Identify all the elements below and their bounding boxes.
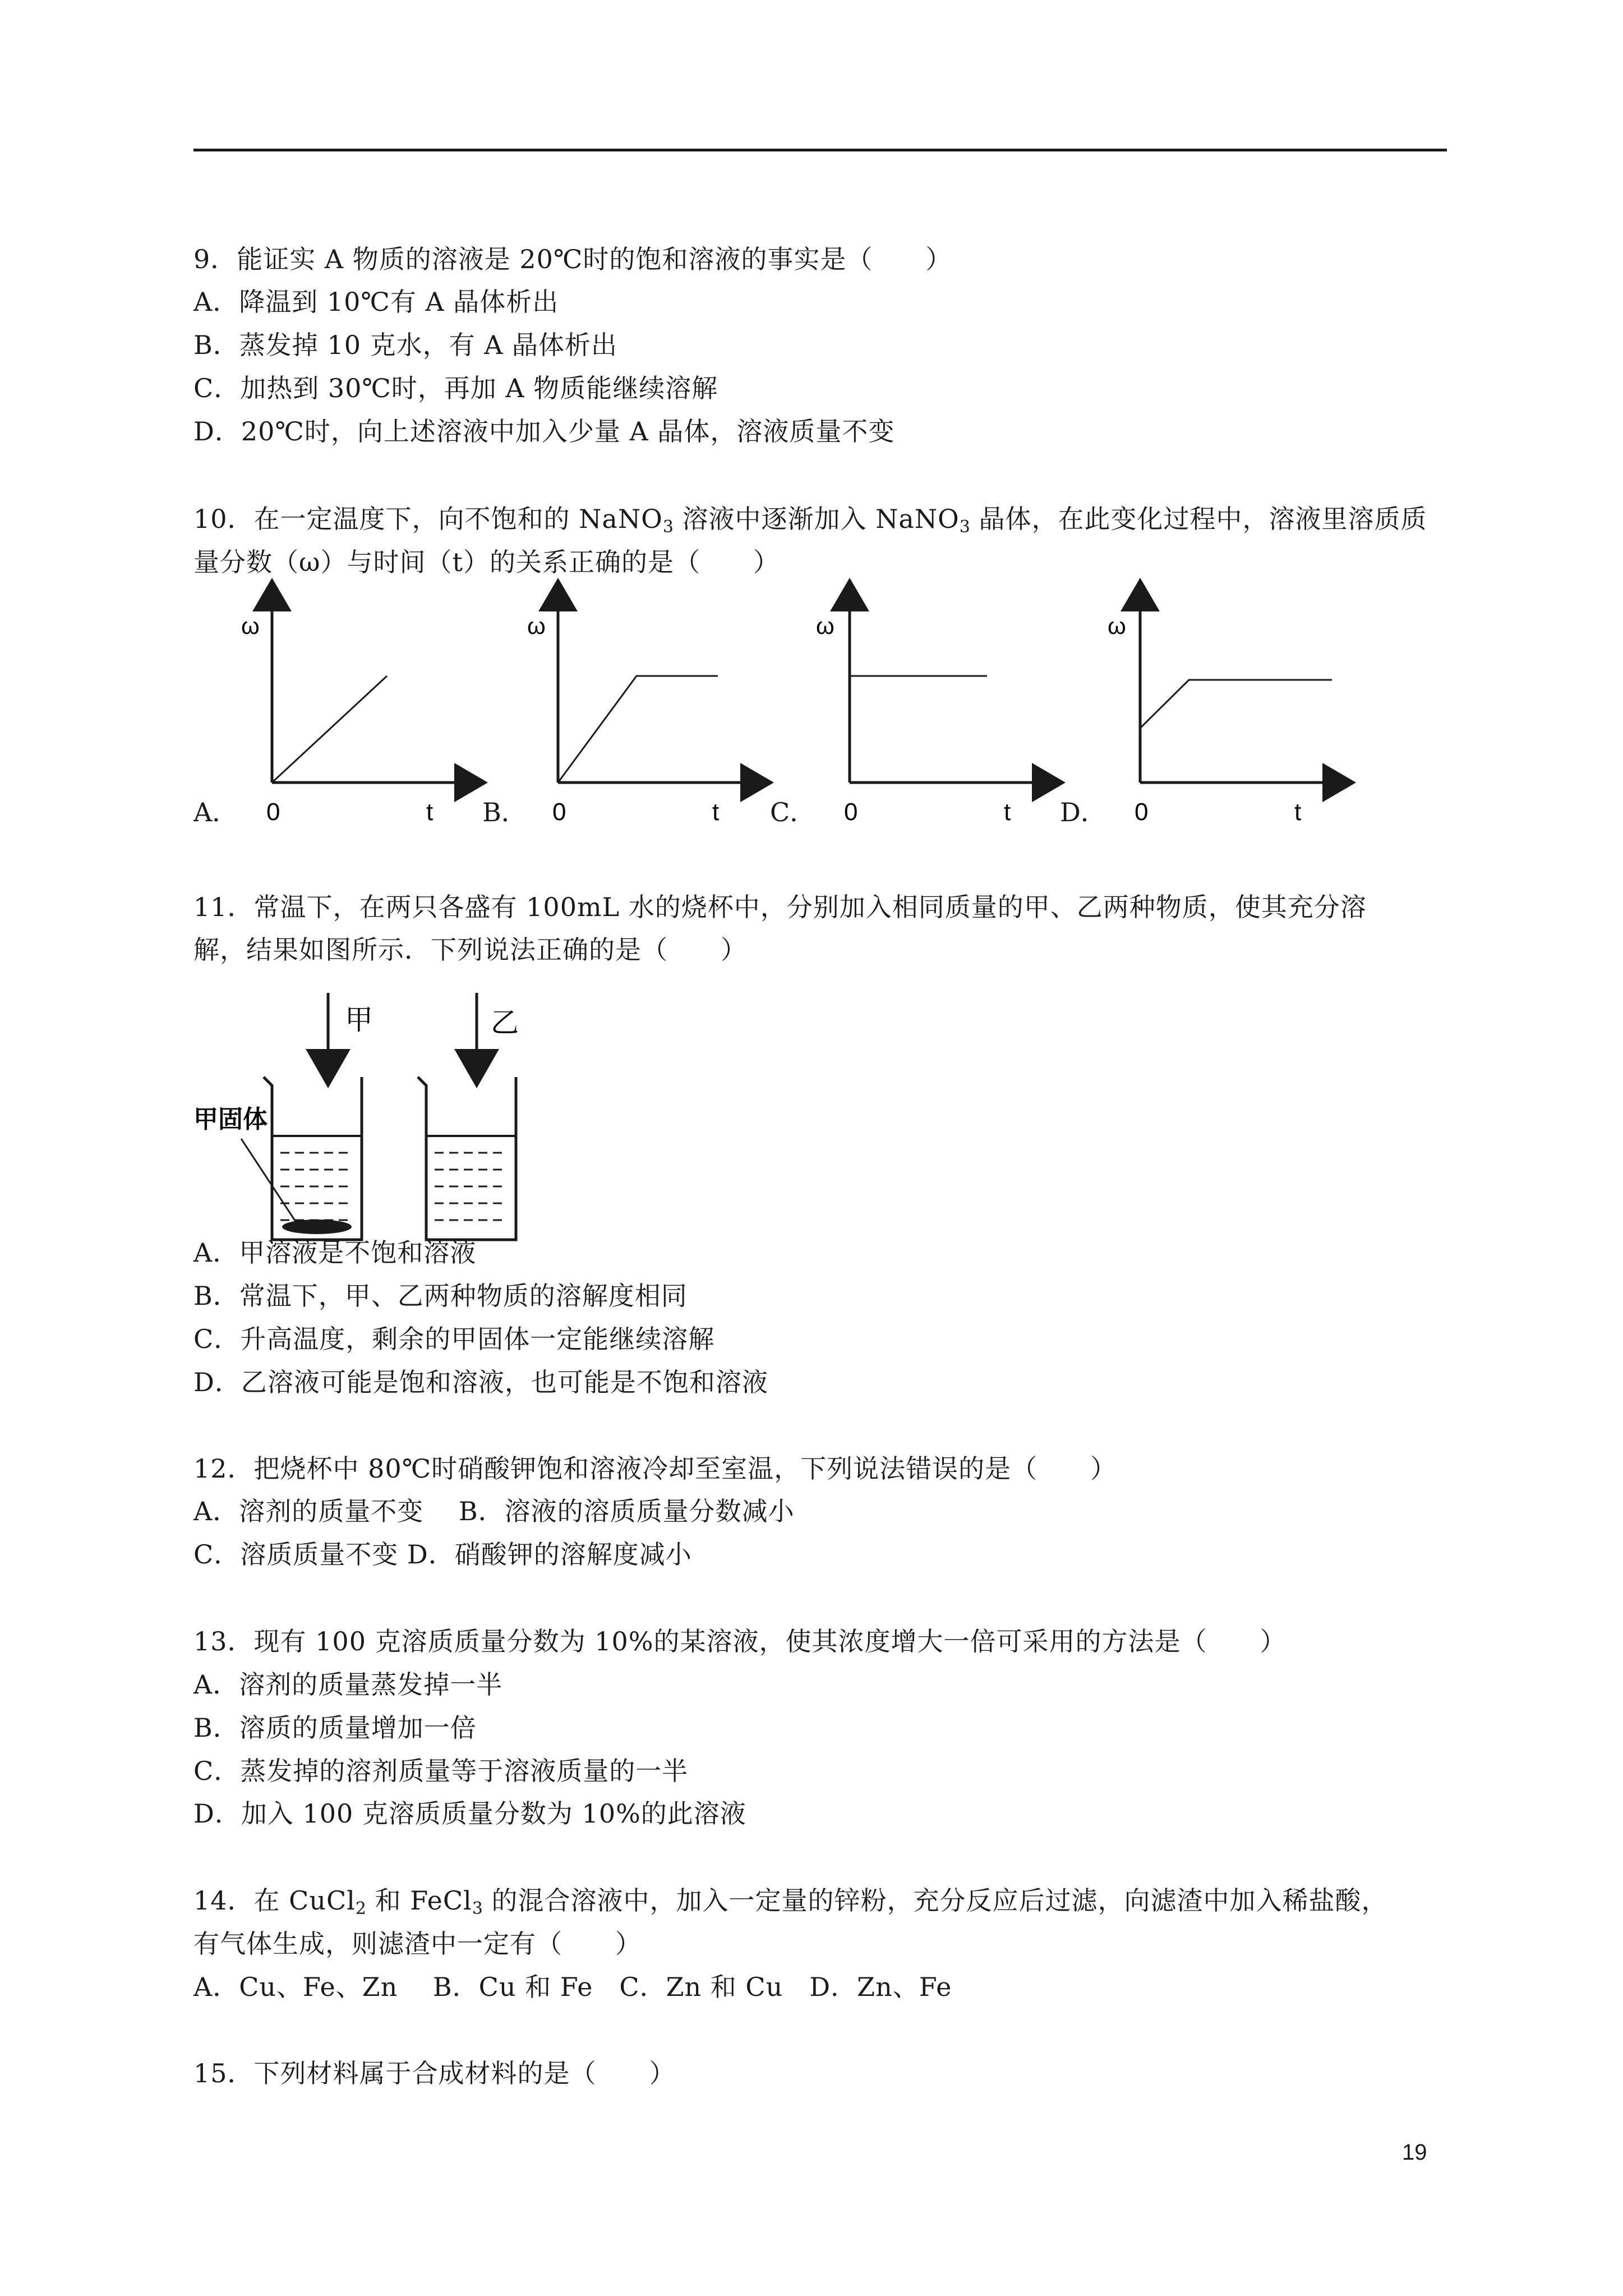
graph-b-origin: 0	[552, 798, 566, 826]
jia-solid-pointer	[241, 1139, 297, 1224]
label-yi: 乙	[491, 1007, 519, 1038]
q9-stem: 9．能证实 A 物质的溶液是 20℃时的饱和溶液的事实是（ ）	[193, 244, 952, 274]
graph-a-y-label: ω	[241, 613, 260, 639]
q11-option-a: A．甲溶液是不饱和溶液	[193, 1237, 477, 1268]
q9-option-a: A．降温到 10℃有 A 晶体析出	[193, 287, 559, 317]
graph-b-x-label: t	[712, 798, 720, 826]
page-number: 19	[1402, 2140, 1427, 2165]
beaker-yi	[418, 1077, 516, 1240]
label-jia-solid: 甲固体	[193, 1106, 268, 1133]
q11-stem-line1: 11．常温下，在两只各盛有 100mL 水的烧杯中，分别加入相同质量的甲、乙两种物质，使其充分溶	[193, 892, 1367, 922]
q15-stem: 15．下列材料属于合成材料的是（ ）	[193, 2058, 676, 2088]
graph-d-x-label: t	[1294, 798, 1302, 826]
q14-options-row: A．Cu、Fe、Zn B．Cu 和 Fe C．Zn 和 Cu D．Zn、Fe	[193, 1972, 952, 2002]
jia-solid	[282, 1220, 352, 1234]
q10-graph-c-label: C．	[770, 797, 816, 827]
q12-stem: 12．把烧杯中 80℃时硝酸钾饱和溶液冷却至室温，下列说法错误的是（ ）	[193, 1453, 1117, 1484]
graph-a-origin: 0	[266, 798, 280, 826]
q10-stem-line1: 10．在一定温度下，向不饱和的 NaNO$_3$ 溶液中逐渐加入 NaNO$_3$ 晶体，在此变化过程中，溶液里溶质质	[193, 504, 1427, 537]
q11-option-c: C．升高温度，剩余的甲固体一定能继续溶解	[193, 1324, 715, 1354]
graph-d-y-label: ω	[1108, 613, 1126, 639]
q13-option-d: D．加入 100 克溶质质量分数为 10%的此溶液	[193, 1798, 746, 1829]
beaker-jia	[241, 1077, 362, 1240]
q11-stem-line2: 解，结果如图所示．下列说法正确的是（ ）	[193, 935, 747, 965]
q14-stem-line1: 14．在 CuCl$_2$ 和 FeCl$_3$ 的混合溶液中，加入一定量的锌粉，充分反应后过滤，向滤渣中加入稀盐酸，	[193, 1885, 1388, 1918]
q11-option-b: B．常温下，甲、乙两种物质的溶解度相同	[193, 1281, 688, 1311]
graph-d-origin: 0	[1135, 798, 1149, 826]
q9-option-b: B．蒸发掉 10 克水，有 A 晶体析出	[193, 330, 618, 360]
q14-stem-line2: 有气体生成，则滤渣中一定有（ ）	[193, 1929, 642, 1959]
q12-options-row1: A．溶剂的质量不变 B．溶液的溶质质量分数减小	[193, 1496, 795, 1526]
q10-stem-line2: 量分数（ω）与时间（t）的关系正确的是（ ）	[193, 547, 780, 577]
graph-c-origin: 0	[844, 798, 858, 826]
graph-c-y-label: ω	[816, 613, 834, 639]
q9-option-c: C．加热到 30℃时，再加 A 物质能继续溶解	[193, 373, 718, 403]
q10-graph-a-label: A．	[193, 797, 238, 827]
label-jia: 甲	[345, 1004, 373, 1036]
q13-option-c: C．蒸发掉的溶剂质量等于溶液质量的一半	[193, 1756, 689, 1786]
q13-stem: 13．现有 100 克溶质质量分数为 10%的某溶液，使其浓度增大一倍可采用的方法是（ ）	[193, 1626, 1287, 1657]
q11-option-d: D．乙溶液可能是饱和溶液，也可能是不饱和溶液	[193, 1367, 768, 1397]
q10-graph-d-label: D．	[1060, 797, 1106, 827]
q9-option-d: D．20℃时，向上述溶液中加入少量 A 晶体，溶液质量不变	[193, 416, 895, 447]
q13-option-b: B．溶质的质量增加一倍	[193, 1713, 477, 1743]
graph-a-x-label: t	[426, 798, 434, 826]
q13-option-a: A．溶剂的质量蒸发掉一半	[193, 1669, 503, 1700]
graph-b-y-label: ω	[527, 613, 546, 639]
graph-c-x-label: t	[1004, 798, 1011, 826]
q12-options-row2: C．溶质质量不变 D．硝酸钾的溶解度减小	[193, 1539, 692, 1570]
q10-graph-b-label: B．	[482, 797, 527, 827]
